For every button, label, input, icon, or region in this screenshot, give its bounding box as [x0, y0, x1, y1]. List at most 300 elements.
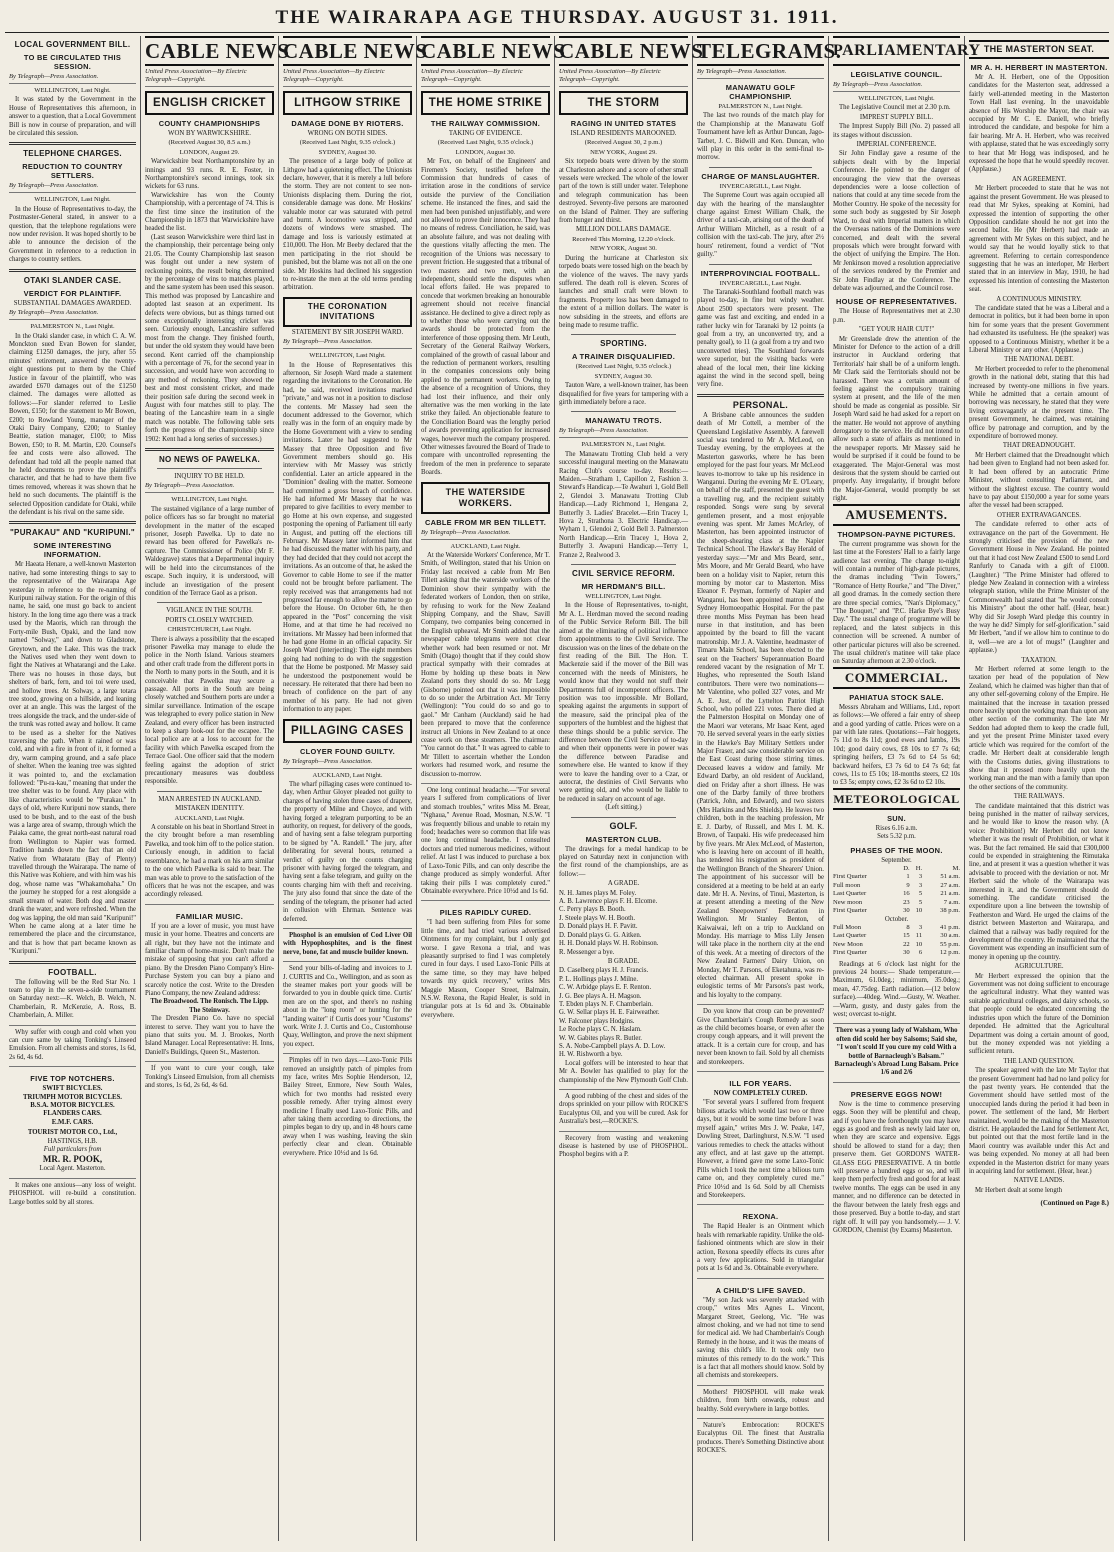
ad-company: TOURIST MOTOR CO., Ltd., [27, 1129, 118, 1137]
place-line: PALMERSTON N., Last Night. [30, 323, 115, 331]
table-row [833, 932, 960, 940]
table-row [833, 907, 960, 915]
article-body: In the House of Representatives this afternoon, Sir Joseph Ward made a statement regarding the invitations to the Coronation. He had, he said, received invitations marked "private," and was not in a position to disclose the contents. Mr Massey had seen the document addressed to the Governor, which really was in the form of an enquiry made by the Home Government with a view to sending invitations. Later he had suggested to Mr Massey that three Opposition and five Government members should go. His interview with Mr Massey was strictly confidential. Later an article appeared in the "Dominion" dealing with the matter. Someone had committed a gross breach of confidence. He had informed Mr Massey that he was prepared to give facilities to every member to go Home at his own expense, and suggested postponing the opening of Parliament till early in August, and putting off the elections till February. Mr Massey later informed him that he had discussed the matter with his party, and they had decided that they could not accept the invitations. As an outcome of that, he asked the Governor to cable Home to see if the matter could not be brought before parliament. The reply received was that arrangements had not progressed far enough to allow the matter to go before the House. On October 6th, he then appeared in the "Post" concerning the visit Home, and at that time he had received no invitations. Mr Massey had been informed that he had gone Home in an official capacity. Sir Joseph Ward (interjecting): The eight members going had nothing to do with the suggestion that the Home be postponed. Mr Massey said he understood the postponement would be necessary. He reiterated that there had been no breach of confidence on the part of any member of his party. He had not given information to any paper. [283, 361, 412, 714]
vigilance-heading: VIGILANCE IN THE SOUTH. [166, 607, 253, 615]
home-strike-heading: THE HOME STRIKE [421, 91, 550, 115]
article-body: The following will be the Red Star No. 1 team to play in the seven-a-side tournament on Saturday next:—K. Welch, B. Welch, N. Chamberlain, R. McKenzie, A. Ross, B. Chamberlain, A. Miller. [9, 978, 136, 1020]
masthead: THE WAIRARAPA AGE THURSDAY. AUGUST 31. 1911. [5, 4, 1109, 33]
waterside-sub: CABLE FROM MR BEN TILLETT. [424, 517, 547, 527]
ad-note: Full particulars from [43, 1146, 102, 1154]
article-body: At the Waterside Workers' Conference, Mr T. Smith, of Wellington, stated that his Union on Friday last received a cable from Mr Ben Tillett asking that the waterside workers of the Dominion show their sympathy with the federated workers of London, then on strike, by refusing to work for the New Zealand Shipping Company, and the Shaw, Savill Company, two companies being concerned in the English upheaval. Mr Smith added that the newspaper cable telegrams were not clear whether work had been resumed or not. Mr Smith (Otago) thought that if they could show practical sympathy with their comrades at Home by holding up these boats in New Zealand ports they should do so. Mr Legg (Gisborne) pointed out that it was impossible to do so under the Arbitration Act. Mr Terry (Wellington): "You could do so and go to gaol." Mr Canham (Auckland) said he had been prepared to move that the conference instruct all Unions in New Zealand to at once cease work on these steamers. The chairman: "You cannot do that." It was agreed to cable to Mr Tillett to ascertain whether the London workers had resumed work, and resume the discussion to-morrow. [421, 552, 550, 778]
lithgow-heading: LITHGOW STRIKE [283, 91, 412, 115]
ad-text: If you want to cure your cough, take Tonking's Linseed Emulsion, from all chemists and stores, 1s 6d, 2s 6d, 4s 6d. [145, 1065, 274, 1090]
article-body: Warwickshire beat Northamptonshire by an innings and 93 runs. R. E. Foster, in Northamptonshire's second innings, took six wickets for 63 runs. [145, 158, 274, 191]
place-line: INVERCARGILL, Last Night. [719, 182, 802, 190]
cell: First Quarter [833, 949, 867, 957]
ad-heading: ILL FOR YEARS. [729, 1079, 792, 1089]
cable-byline: United Press Association—By Electric Telegraph—Copyright. [145, 68, 274, 87]
ad-text: Mothers! PHOSPHOL will make weak children, from birth onwards, robust and healthy. Sold everywhere in large bottles. [697, 1388, 824, 1413]
trots-heading: MANAWATU TROTS. [585, 416, 662, 426]
place-line: LONDON, August 30. [455, 148, 516, 156]
column-storm [555, 36, 704, 1541]
advertisement [421, 783, 550, 896]
place-line: WELLINGTON, Last Night. [34, 196, 111, 204]
ad-text: Phosphol is an emulsion of Cod Liver Oil with Hypophosphites, and is the finest nerve, bone, fat and muscle builder known. [283, 931, 412, 956]
advertisement [559, 1131, 688, 1160]
conference-heading: IMPERIAL CONFERENCE. [856, 141, 937, 149]
cable-news-banner: CABLE NEWS [559, 36, 688, 66]
subhead: THAT DREADNOUGHT. [1002, 442, 1076, 450]
article-body: Mr Greenslade drew the attention of the Minister for Defence to the action of a drill instructor in Auckland ordering that Territorials' hair shall be of a uniform length. Mr Clark said the Territorials should not be harassed. There was a certain amount of feeling against the compulsory training system at present, and the life of the men should be made as congenial as possible. Sir Joseph Ward said he had asked for a report on the matter. He would not approve of anything derogatory to the service. He did not intend to allow such a state of affairs as mentioned in the newspaper reports. Mr Massey said he would be surprised if it could be found to be exaggerated. The Major-General was most desirous that the system should be carried out properly. Any irregularity, if brought before the Major-General, would promptly be set right. [833, 335, 960, 503]
arrest-heading: MAN ARRESTED IN AUCKLAND. [158, 795, 261, 803]
sunset: Sets 5.32 p.m. [877, 833, 916, 841]
ad-text: Recovery from wasting and weakening disease is hastened by use of PHOSPHOL. Phosphol begins with a P. [559, 1134, 688, 1159]
byline: By Telegraph—Press Association. [421, 529, 550, 540]
cell: 38 p.m. [940, 907, 960, 915]
ad-text: Pimples off in two days.—Laxo-Tonic Pills removed an unsightly patch of pimples from my face, writes Mrs Sophie Henderson, 12, Bailey Street, Enmore, New South Wales, which for two months had resisted every possible remedy. After trying almost every medicine I finally used Laxo-Tonic Pills, and after taking them according to directions, the pimples began to dry up, and in 48 hours came away when I was washing, leaving the skin perfectly clear and clean. Obtainable everywhere. Price 10½d and 1s 6d. [283, 1057, 412, 1157]
article-body: A constable on his beat in Shortland Street in the city brought before a man resembling Pawelka, and took him off to the police station. Curiously enough, in addition to facial resemblance, he had a mark on his arm similar to the one which Pawelka is said to bear. The man was able to prove to the satisfaction of the officers that he was not the escapee, and was accordingly released. [145, 824, 274, 899]
cable-byline: United Press Association—By Electric Telegraph—Copyright. [283, 68, 412, 87]
divider [571, 334, 676, 335]
parliamentary-banner: PARLIAMENTARY [833, 36, 960, 66]
place-line: AUCKLAND, Last Night. [450, 542, 521, 550]
table-row [833, 882, 960, 890]
continued-note: (Continued on Page 8.) [1040, 1199, 1109, 1208]
coronation-sub: STATEMENT BY SIR JOSEPH WARD. [291, 328, 404, 336]
article-body: Mr Haeata Henare, a well-known Masterton native, had some interesting things to say to the representative of the Wairarapa Age yesterday in reference to the re-naming of Kuripuni railway station. For the origin of this name, he said, one must go back to ancient history. In the long time ago there was a track used by the Maoris, which ran through the Forty-mile Bush, Opaki, and the land now named "Solway," and down to Gladstone, Greytown, and the Lake. This was the track the Natives used when they went down to fight the Natives at Whatarangi and the Lake. There was no houses in those days, but shelters of bark, fern, and toi toi were used, and hollow trees. At Solway, a large totara tree stood, growing on a hillside, and leaning over at an angle. This was the largest of the trees alongside the track, and the under-side of the trunk was rotted away and hollow. It came to be used as a shelter for the Natives traversing the path. When it rained or was cold, and with a fire in front of it, it formed a dry, warm camping ground, and a safe place of shelter. When the leaning tree was sighted it was pointed to, and the exclamation followed: "Pu-ra-kau," meaning that under the tree shelter was to be found. Any place with like characteristics would be "Purakau." In days of old, where Kuripuni now stands, there used to be bush, and to the east of the bush was a large area of swamp, through which the Paiaka came, the great north-east natural road from Wellington to Napier was formed. Tradition hands down the fact that an old Native from Whatatatu (Bay of Plenty) travelled through the Wairarapa. The name of this Native was Kohiere, and with him was his dog, whose name was "Whakamohaha." On the journey he stopped for a rest alongside a small stream of water. Both dog and master drank the water, and were refreshed. When the dog was lapping, the old man said "Kuripuni!" When he came along at a later time he remembered the place and the circumstance, and that is how that part became known as "Kuripuni." [9, 561, 136, 956]
table-row [833, 899, 960, 907]
article-body: Mr Herbert claimed that the Dreadnought which had been given to England had not been asked for. It had been offered by an autocratic Prime Minister, without consulting Parliament, and without the slightest excuse. The country would have to pay about £150,000 a year for some years after the vessel had been scrapped. [969, 451, 1109, 510]
telegrams-banner: TELEGRAMS. [697, 36, 824, 66]
article-body: The Taranaki-Southland football match was played to-day, in fine but windy weather. About 2500 spectators were present. The game was fast and exciting, and ended in a rather lucky win for Taranaki by 12 points (a goal from a try, an unconverted try, and a penalty goal), to 11 (a goal from a try and two unconverted tries). The Southland forwards were superior, but the visiting backs were ahead of the local men, their line kicking against the wind in the second spell, being very fine. [697, 288, 824, 389]
table-header [833, 865, 960, 873]
manslaughter-heading: CHARGE OF MANSLAUGHTER. [701, 171, 820, 181]
article-body: It was stated by the Government in the House of Representatives this afternoon, in answer to a question, that a Local Government Bill is now in course of preparation, and will be circulated this session. [9, 96, 136, 138]
list-item: W. W. Gabites plays R. Butler. [559, 1034, 643, 1042]
place-line: LONDON, August 29. [179, 148, 240, 156]
received-line: (Received August 30, 2 p.m.) [584, 139, 663, 147]
civil-service-sub: MR HERDMAN'S BILL. [581, 582, 666, 592]
arrest-sub: MISTAKEN IDENTITY. [175, 805, 244, 813]
list-item: D. Caselberg plays H. J. Francis. [559, 967, 649, 975]
list-item: W. Falconer plays Hodgins. [559, 1017, 635, 1025]
moon-month: October. [884, 915, 909, 923]
place-line: CHRISTCHURCH, Last Night. [167, 626, 252, 634]
sporting-heading: SPORTING. [600, 339, 647, 349]
ad-text: One long continual headache.—"For several years I suffered from complications of liver and stomach troubles," writes Miss M. Brear, "Nghaua," Avenue Road, Mosman, N.S.W. "I was frequently bilious and unable to retain my food; headaches were so common that life was one long continual headache. I consulted doctors and tried numerous medicines, without relief. At last I was induced to purchase a box of Laxo-Tonic Pills, and can only describe the change produced as simply wonderful. After taking their pills I was completely cured." Obtainable everywhere. Price 10½d and 1s 6d. [421, 787, 550, 895]
subhead: THE NATIONAL DEBT. [1004, 356, 1074, 364]
cell: 12 p.m. [940, 949, 960, 957]
divider [145, 448, 274, 451]
ad-item: E.M.F. CARS. [51, 1118, 94, 1126]
column-home-strike [417, 36, 566, 1541]
article-body: The House of Representatives met at 2.30 p.m. [833, 308, 960, 324]
article-body: Mr Herbert proceeded to refer to the phenomenal growth in the national debt, stating that this had increased by twenty-one millions in five years. While he admitted that a certain amount of borrowing was necessary, he stated that they were living extravagantly at the present time. The present Government, he claimed, was retaining office by patronage and corruption, and by the expenditure of borrowed money. [969, 365, 1109, 441]
article-body: During the hurricane at Charleston six torpedo boats were tossed high on the beach by the violence of the waves. The navy yards suffered. The death roll is eleven. Scores of launches and small craft were blown to fragments. Property loss has been damaged to the extent of a million dollars. The water is now subsiding in the streets, and efforts are being made to resume traffic. [559, 254, 688, 329]
moon-table-oct [833, 924, 960, 958]
advertisement-rexona [697, 1204, 824, 1273]
house-heading: HOUSE OF REPRESENTATIVES. [836, 297, 957, 307]
lithgow-sub2: WRONG ON BOTH SIDES. [307, 130, 388, 137]
article-body: Tauton Ware, a well-known trainer, has been disqualified for five years for tampering with a girth immediately before a race. [559, 382, 688, 406]
ad-text: The Dresden Piano Co. have no special interest to serve. They want you to have the piano that suits you. M. J. Brookes, North Island Manager. Local Representative: H. Inns, Daniell's Buildings, Queen St., Masterton. [145, 1015, 274, 1056]
ad-heading: PRESERVE EGGS NOW! [850, 1089, 943, 1099]
advertisement-ill [697, 1071, 824, 1200]
article-body: In the House of Representatives to-day, the Postmaster-General stated, in answer to a question, that the telephone regulations were now under revision. It was hoped shortly to be able to announce the decision of the Government in reference to a reduction in charges to country settlers. [9, 205, 136, 264]
football-heading: FOOTBALL. [48, 967, 97, 977]
local-gov-sub: TO BE CIRCULATED THIS SESSION. [23, 53, 122, 71]
personal-heading: PERSONAL. [732, 399, 789, 410]
list-item: C. Perry plays B. Booth. [559, 906, 626, 914]
divider [697, 394, 824, 397]
cell: 27 a.m. [940, 881, 960, 889]
ad-text: Send your bills-of-lading and invoices to J. J. CURTIS and Co., Wellington, and as soon as the steamer makes port your goods will be forwarded to you in double quick time. Curtis' men are on the spot, and there's no rushing about in the "long room" or hunting for the "landing waiter" if Curtis does your "Customs" work. Write J. J. Curtis and Co., Customhouse Quay, Wellington, and prove the next shipment you expect. [283, 965, 412, 1048]
cell: 16 [903, 890, 910, 898]
amusements-banner: AMUSEMENTS. [833, 504, 960, 526]
ad-text: "For several years I suffered from frequent bilious attacks which would last two or three days, but it would be some time before I was myself again," writes Mrs J. W. Peake, 147, Dowling Street, Darlinghurst, N.S.W. "I used various remedies to check the attacks without any effect, and at last gave up the attempt. However, a friend gave me some Laxo-Tonic Pills which I took the next time a bilious turn came on, and they completely cured me." Price 10½d and 1s 6d. Sold by all Chemists and Storekeepers. [697, 1099, 824, 1199]
football-heading: INTERPROVINCIAL FOOTBALL. [700, 268, 821, 278]
golf-grade-b: B GRADE. [607, 957, 640, 965]
article-body: Six torpedo boats were driven by the storm at Charleston ashore and a score of other small vessels were wrecked. The whole of the lower part of the town is still under water. Telephone and telegraph communication has been destroyed. Seventy-five persons are marooned on the Island of Palmer. They are suffering from hunger and thirst. [559, 158, 688, 225]
list-item: J. Steele plays W. H. Booth. [559, 914, 636, 922]
article-body: In the Otaki slander case, in which C. A. W. Monckton sued Evan Bowen for slander, claiming £1250 damages, the jury, after 55 minutes' retirement, answered the twenty-eight questions put to them by the Chief Justice in favour of the plaintiff, who was awarded £670 damages out of the £1250 claimed. The damages were allotted as follows:—For slander referred to Leslie Bowen, £150; for the statement to Mr Bowen, £200; to Rowland Young, manager of the Otaki Dairy Company, £200; to Stanley Beattie, station manager, £100; to Miss Bowen, £50; to R. M. Martin, £20. Counsel's fee and costs were also allowed. The defendant had told all the people named that he held documents to prove the plaintiff's character, and that he had to have them five times removed, whereas it was shown that he held no such documents. The plaintiff is the selected Opposition candidate for Otaki, while the defendant is his rival on the same side. [9, 332, 136, 517]
cell: 41 p.m. [940, 923, 960, 931]
article-body: The drawings for a medal handicap to be played on Saturday next in conjunction with the first round of the championships, are as follow:— [559, 845, 688, 878]
divider [157, 791, 262, 792]
article-body: Mr Herbert expressed the opinion that the Government was not doing sufficient to encourage the agricultural industry. What they wanted was suitable agricultural colleges, and dairy schools, so that people could be educated concerning the industries upon which the future of the Dominion depended. He admitted that the Agricultural Department was doing a certain amount of good, but the money expended was not yielding a sufficient return. [969, 972, 1109, 1056]
ad-heading: FAMILIAR MUSIC. [175, 911, 244, 921]
cell: 5 [918, 890, 923, 898]
article-body: The Legislative Council met at 2.30 p.m. [839, 104, 951, 112]
article-body: In the House of Representatives, to-night, Mr A. L. Herdman moved the second reading of the Public Service Reform Bill. The bill aimed at the eliminating of political influence from appointments to the Civil Service. The discussion was on the lines of the debate on the first reading of the Bill. The Hon. T. Mackenzie said if the mover of the Bill was concerned with the needs of Ministers, he would know that they would not stuff their Departments full of incompetent officers. The position was too impossible. Mr Bollard, speaking against the arguments in support of the measure, said the principal plea of the supporters of the humblest and the highest that these things should be a public service. The difference between the Civil Service of to-day and when their opponents were in power was the difference between Paradise and somewhere else. He wanted to know if they were to leave the handing over to a Czar, or autocrat, the destinies of Civil Servants who were getting old, and who would be liable to be reduced in salary on account of age. [559, 602, 688, 803]
place-line: SYDNEY, August 30. [318, 148, 377, 156]
ad-text: A good rubbing of the chest and sides of the drops sprinkled on your pillow with ROCKE'S Eucalyptus Oil, and you will be cured. Ask for Australia's best,—ROCKE'S. [559, 1093, 688, 1126]
list-item: D. Donald plays H. F. Pavitt. [559, 923, 638, 931]
table-row [833, 890, 960, 898]
article-body: Messrs Abraham and Williams, Ltd., report as follows:—We offered a fair entry of sheep and a good yarding of cattle. Prices were on a par with late rates. Quotations:—Fair hoggets, 7s 11d to 8s 11d; good ewes and lambs, 19s 10d; good dairy cows, £8 10s to £7 7s 6d; springing heifers, £3 7s 6d to £4 5s 6d; backward heifers, £3 7s 6d to £4 7s 6d; fat cows, 11s to £5 10s; 18-months steers, £2 10s to £3 5s; empty cows, £2 3s 6d to £2 10s. [833, 703, 960, 787]
moon-heading: PHASES OF THE MOON. [850, 845, 943, 855]
cell: 3 [918, 881, 923, 889]
article-body: The last two rounds of the match play for the Championship at the Manawatu Golf Tournament have left as Arthur Duncan, Jago-Tarbet, J. C. Bidwill and Ken. Duncan, who will play in this order in the semi-final to-morrow. [697, 112, 824, 162]
cell: 10 [915, 940, 923, 948]
storm-heading: THE STORM [559, 91, 688, 115]
divider [709, 264, 812, 265]
stock-sale-heading: PAHIATUA STOCK SALE. [849, 692, 944, 702]
hair-heading: "GET YOUR HAIR CUT!" [858, 326, 935, 334]
list-item: R. Messenger a bye. [559, 948, 615, 956]
ad-item: FLANDERS CARS. [43, 1110, 102, 1118]
advertisement-balsam [833, 1023, 960, 1077]
coronation-heading: THE CORONATION INVITATIONS [283, 297, 412, 327]
advertisement [9, 1025, 136, 1063]
subhead: AGRICULTURE. [1014, 963, 1064, 971]
subhead: THE LAND QUESTION. [1003, 1057, 1075, 1065]
place-line: AUCKLAND, Last Night. [174, 814, 245, 822]
storm-sub2: ISLAND RESIDENTS MAROONED. [570, 130, 677, 137]
cell: 7 a.m. [943, 898, 960, 906]
ad-text: "My son Jack was severely attacked with croup," writes Mrs Agnes L. Vincent, Margaret Street, Geelong, Vic. "He was almost choking, and we had not time to send for medical aid. We had Chamberlain's Cough Remedy in the house, and it was the means of saving this child's life. It took only two minutes of this remedy to do the work." This is a fact that all mothers should know. Sold by all chemists and storekeepers. [697, 1296, 824, 1380]
list-item: D. Donald plays G. G. Aitken. [559, 931, 642, 939]
commercial-banner: COMMERCIAL. [833, 667, 960, 689]
telephone-heading: TELEPHONE CHARGES. [23, 149, 122, 159]
cell: 23 [903, 898, 910, 906]
table-row [833, 941, 960, 949]
advertisement [9, 1178, 136, 1207]
divider [9, 269, 136, 272]
list-item: A. B. Lawrence plays F. H. Elcome. [559, 898, 658, 906]
ad-text: "I had been suffering from Piles for some little time, and had tried various advertised Ointments for my complaint, but I only got worse. I gave Rexona a trial, and was pleasantly surprised to find I was completely cured in four days. I used Laxo-Tonic Pills at the same time, so they may have helped towards my quick recovery," writes Mrs Maggie Mason, Cooper Street, Balmain, N.S.W. Rexona, the Rapid Healer, is sold in triangular pots at 1s 6d and 3s. Obtainable everywhere. [421, 919, 550, 1019]
article-body: The candidate stated that he was a Liberal and a democrat in politics, but it had been borne in upon him for some years that the present Government had exhausted its usefulness. He (the speaker) was opposed to a Continuous Ministry, whether it be a Liberal Ministry or any other. (Applause.) [969, 304, 1109, 354]
pictures-heading: THOMPSON-PAYNE PICTURES. [837, 529, 956, 539]
article-body: The Manawatu Trotting Club held a very successful inaugural meeting on the Manawatu Racing Club's course to-day. Results:— Maiden.—Stratham 1, Capillon 2, Fashion 3. Steward's Handicap.—Te Awahuri 1, Gold Bell 2, Glendoi 3. Manawatu Trotting Club Handicap.—Lady Richmond 1, Hengana 2, Butterfly 3. Ladies' Bracelet.—Erin Tracey 1, Hova 2, Strathona 3. Electric Handicap.—Wyham 1, Glendoi 2, Gold Bell 3. Palmerston North Handicap.—Erin Tracey 1, Hova 2, Butterfly 3. Awapuni Handicap.—Terry 1, Franze 2, Realwood 3. [559, 450, 688, 559]
sun-heading: SUN. [887, 813, 906, 823]
place-line: WELLINGTON, Last Night. [309, 352, 386, 360]
list-item: G. W. Sellar plays H. E. Fairweather. [559, 1009, 660, 1017]
received-line: (Received Last Night, 9.35 o'clock.) [575, 363, 672, 371]
list-item: T. Ebden plays N. F. Chamberlain. [559, 1000, 653, 1008]
cell: 21 a.m. [940, 890, 960, 898]
place-line: PALMERSTON N., Last Night. [581, 441, 666, 449]
english-cricket-heading: ENGLISH CRICKET [145, 91, 274, 115]
golf-sub: MASTERTON CLUB. [585, 834, 662, 844]
cable-byline: United Press Association—By Electric Telegraph—Copyright. [421, 68, 550, 87]
article-body: Warwickshire has won the County Championship, with a percentage of 74. This is the first time since the institution of the Championship in 1873 that Warwickshire have headed the list. [145, 191, 274, 233]
pillaging-sub: CLOYER FOUND GUILTY. [300, 746, 395, 756]
article-body: Mr Herbert dealt at some length [975, 1186, 1063, 1194]
article-body: Mr A. H. Herbert, one of the Opposition candidates for the Masterton seat, addressed a fairly well-attended meeting in the Masterton Town Hall last evening. In the unavoidable absence of His Worship the Mayor, the chair was occupied by Mr C. E. Daniell, who briefly introduced the candidate, and bespoke for him a fair hearing. Mr A. H. Herbert, who was received with applause, stated that he was exceedingly sorry to hear that Mr Hogg was indisposed, and he expressed the hope that he would speedily recover. (Applause.) [969, 74, 1109, 174]
received-line: (Received Last Night, 9.35 o'clock.) [299, 139, 396, 147]
article-body: The current programme was shown for the last time at the Foresters' Hall to a fairly large audience last evening. The change to-night will contain a number of high-grade pictures, the dramas including "Twin Towers," "Romance of Hetty Rourke," and "The Diver," all good dramas. In the comedy section there are three special comics, "Nan's Diplomacy," "The Bouquet," and "P.C. Harke Bye's Busy Day." The usual change of programme will be replaced, and the latest subjects in this connection will be screened. A number of other particular pictures will also be screened. The usual children's matinee will take place on Saturday afternoon at 2.30 o'clock. [833, 540, 960, 666]
subhead: NATIVE LANDS. [1013, 1177, 1065, 1185]
table-row [833, 873, 960, 881]
cell: New moon [833, 898, 863, 906]
list-item: C. W. Arbidge plays E. F. Renton. [559, 984, 652, 992]
legislative-heading: LEGISLATIVE COUNCIL. [850, 70, 943, 79]
divider [9, 521, 136, 524]
storm-sub: RAGING IN UNITED STATES [570, 119, 677, 128]
received-line: (Received August 30, 8.5 a.m.) [168, 139, 251, 147]
vigilance-sub: PORTS CLOSELY WATCHED. [165, 616, 254, 624]
article-body: The Supreme Court was again occupied all day with the hearing of the manslaughter charge against Ernest William Chalk, the driver of a taxi-cab, arising out of the death of Arthur William Mitchell, as a result of a collision with the taxi-cab. The jury, after 2½ hours' retirement, found a verdict of "Not guilty." [697, 192, 824, 259]
byline: By Telegraph—Press Association. [559, 427, 688, 438]
ad-town: HASTINGS, H.B. [47, 1137, 98, 1145]
table-row [833, 924, 960, 932]
cell: 55 p.m. [940, 940, 960, 948]
article-body: The presence of a large body of police at Lithgow had a quietening effect. The Unionists declare, however, that it is merely a lull before the storm. They are not content to see non-Unionists displacing them. During the riot, considerable damage was done. Mr Hoskins' valuable motor car was saturated with petrol and burnt. A locomotive was stripped, and dozens of windows were smashed. The damage and loss is variously estimated at £10,000. The Hon. Mr Beeby declared that the men participating in the riot should be punished, but the blame was not all on the one side. Mr Hoskins had declined his suggestion to re-instate the men at the old terms pending arbitration. [283, 158, 412, 292]
lithgow-sub: DAMAGE DONE BY RIOTERS. [291, 119, 404, 128]
pawelka-sub: INQUIRY TO BE HELD. [174, 473, 245, 481]
cell: 5 [918, 898, 923, 906]
golf-heading: GOLF. [609, 820, 638, 831]
place-line: SYDNEY, August 30. [594, 372, 653, 380]
advertisement [697, 1004, 824, 1067]
advertisement [283, 1053, 412, 1158]
advertisement-piles [421, 900, 550, 1020]
ad-item: TRIUMPH MOTOR BICYCLES. [22, 1093, 122, 1101]
newspaper-page [5, 4, 1109, 1544]
article-body: The sustained vigilance of a large number of police officers has so far brought no material development in the matter of the escaped prisoner, Joseph Pawelka. Up to date no reward has been offered for Pawelka's re-capture. The Commissioner of Police (Mr F. Waldegrave) states that a Departmental inquiry will be held into the circumstances of the escape. Such inquiry, it is understood, will include an investigation of the present condition of the Terrace Gaol as a prison. [145, 505, 274, 597]
divider [709, 167, 812, 168]
masterton-seat-sub: MR A. H. HERBERT IN MASTERTON. [970, 63, 1108, 72]
cell: Last Quarter [833, 890, 867, 898]
imprest-heading: IMPREST SUPPLY BILL. [859, 113, 934, 121]
article-body: There is always a possibility that the escaped prisoner Pawelka may manage to elude the police in the North Island. Various steamers and other craft trade from the different ports in the North to many ports in the South, and it is conceivable that Pawelka may secure a passage. All ports in the South are being closely watched and Southern ports are under a similar surveillance. Intimation of the escape was telegraphed to every police station in New Zealand, and every officer has been instructed to keep a sharp look-out for the escapee. The local police are at a loss to account for the facility with which Pawelka escaped from the Terrace Gaol. One officer said that the modern feeling against the adoption of strict precautionary measures was doubtless responsible. [145, 635, 274, 786]
meteorological-banner: METEOROLOGICAL [833, 788, 960, 810]
article-body: A Brisbane cable announces the sudden death of Mr Cottell, a member of the Queensland Legislative Assembly. A farewell social was tendered to Mr A. McLeod, on Tuesday evening, by the employees at the Masterton gasworks, where he has been employed for the past four years. Mr McLeod leaves to-morrow to take up his residence in Wanganui. During the evening Mr E. O'Leary, on behalf of the staff, presented the guest with a travelling rug, and the recipient suitably responded. Songs were sung by several gentlemen present, and a most enjoyable evening was spent. Mr James McArley, of Masterton, has been appointed instructor of the sheep-shearing class at the Napier Technical School. The Hawke's Bay Herald of yesterday says:—"Mr and Mrs Beard, senr., Mrs Moore, and Mr Gerald Beard, who have been on a holiday visit to Napier, return this morning by motor car to Masterton. Miss Eleanor F. Peyman, formerly of Napier and Wanganui, has been appointed matron of the Sydney Homoeopathic Hospital. For the past three months Miss Peyman has been head nurse in that institution, and has been appointed by the board to fill the vacant matronship. Mr J. A. Valentine, headmaster of Timaru Main School, has been elected to the seat on the Teachers' Superannuation Board rendered vacant by the resignation of Mr T. Hughes, who represented the South Island contributors. There were two nominations—Mr Valentine, who polled 327 votes, and Mr A. E. Just, of the Lyttelton Patriot High School, who polled 221 votes. There died at the Palmerston Hospital on Monday one of the Maori war veterans, Mr Isaac Kent, aged 70. He served several years in the early sixties in the Hawke's Bay Military Settlers under Major Fraser, and saw considerable service on the East Coast during those stirring times. Deceased leaves a widow and family. Mr Edward Darby, an old resident of Auckland, died on Friday after a short illness. He was one of the Darby family of three brothers (Patrick, John, and Edward), and two sisters (Mrs Harkins and Mrs Shields). He leaves two children, both in the teaching profession, Mr E. J. Darby, of Russell, and Mrs I. M. K. Brown, of Taupaki. His wife predeceased him by five years. Mr Alex McLeod, of Masterton, who is leaving here on account of ill health, has tendered his resignation as president of the Wellington Branch of the Shearers' Union. The appointment of his successor will be considered at a meeting to be held at an early date. Mr H. A. Nevins, of Tinui, Masterton, is at present attending a meeting of the New Zealand Sheepowners' Federation in Wellington. Mr Stanley Benton, of Kaiwaiwai, left on a trip to Auckland on Monday. His marriage to Miss Lily Jensen will take place in the northern city at the end of this week. At a meeting of directors of the New Zealand Farmers' Dairy Union, on Monday, Mr T. Parsons, of Eketahuna, was re-elected chairman. All present spoke in eulogistic terms of Mr Parsons's past work, and his loyalty to the company. [697, 411, 824, 999]
purakau-sub: SOME INTERESTING INFORMATION. [33, 541, 112, 560]
subhead: A CONTINUOUS MINISTRY. [996, 295, 1082, 303]
pillaging-heading: PILLAGING CASES [283, 719, 412, 743]
otaki-sub2: SUBSTANTIAL DAMAGES AWARDED. [13, 299, 132, 307]
cricket-sub2: WON BY WARWICKSHIRE. [168, 130, 251, 137]
moon-month: September. [881, 856, 912, 864]
cell: 51 a.m. [940, 873, 960, 881]
place-line: WELLINGTON, Last Night. [171, 496, 248, 504]
col-header: D. [903, 865, 910, 873]
divider [157, 602, 262, 603]
place-line: PALMERSTON N., Last Night. [718, 103, 803, 110]
place-line: WELLINGTON, Last Night. [34, 87, 111, 94]
byline: By Telegraph—Press Association. [283, 338, 412, 349]
cell: 15 [903, 932, 910, 940]
article-body: (Last season Warwickshire were third last in the championship, their percentage being only 21.05. The County Championship last season was fought out under a new system of reckoning points, the result being determined by the percentage of wins to matches played, and the same system has been used this season. This method was proposed by Lancashire and adopted last season at an experiment. Its defects were obvious, but as things turned out some exceptionally interesting cricket was seen. Curiously enough, Lancashire suffered most from the change. They finished fourth, but under the old system they would have been second. Kent carried off the championship with a percentage of 76, for the second year in succession, and would have won according to any method of reckoning. They showed the best and most consistent cricket, and made their position safe during the second week in August with four matches still to play. The beating of the Lancashire team in a single match was notable. The following table sets forth the progress of the championship since 1902: Kent had a long series of successes.) [145, 233, 274, 443]
column-parliamentary [829, 36, 981, 1541]
home-strike-sub2: TAKING OF EVIDENCE. [448, 130, 523, 137]
advertisement-music [145, 904, 274, 1058]
article-body: The Imprest Supply Bill (No. 2) passed all its stages without discussion. [833, 123, 960, 139]
place-line: WELLINGTON, Last Night. [585, 593, 662, 601]
advertisement [559, 1089, 688, 1127]
ad-heading: A CHILD'S LIFE SAVED. [715, 1285, 806, 1295]
advertisement [697, 1385, 824, 1414]
advertisement-child [697, 1278, 824, 1381]
ad-text: Now is the time to commence preserving eggs. Soon they will be plentiful and cheap, and if you have the forethought you may have eggs as good and fresh as newly laid later on, when they are scarce and expensive. Eggs should be allowed to stand for a day; then preserve them. Get GORDON'S WATER-GLASS EGG PRESERVATIVE. A tin bottle will preserve a hundred eggs or so, and will keep them perfectly fresh and good for at least twelve months. The eggs can be used in any manner, and no difference can be detected in the flavour between the lately fresh eggs and those preserved. Buy a bottle to-day, and start right off. It will pay you handsomely.— J. V. GORDON, Chemist (by Exams) Masterton. [833, 1100, 960, 1234]
place-line: NEW YORK, August 29. [590, 148, 657, 156]
ad-text: There was a young lady of Walsham, Who often did scold her boy Salsoms; Said she, "I won't scold If you cure my cold With a bottle of Barnacleugh's Balsam." Barnacleugh's Abroad Lung Balsam. Price 1/6 and 2/6 [834, 1027, 959, 1077]
column-local [5, 36, 141, 1541]
subhead: OTHER EXTRAVAGANCES. [997, 511, 1081, 519]
byline: By Telegraph—Press Association. [833, 81, 960, 92]
cell: 11 [915, 932, 923, 940]
col-header: M. [952, 865, 960, 873]
advertisement-eggs [833, 1082, 960, 1236]
byline: By Telegraph—Press Association. [9, 182, 136, 193]
byline: By Telegraph—Press Association. [697, 68, 824, 79]
list-item: J. G. Bee plays A. H. Magson. [559, 992, 642, 1000]
golf-grade-a: A GRADE. [607, 880, 640, 888]
place-line: WELLINGTON, Last Night. [858, 95, 935, 102]
sunrise: Rises 6.16 a.m. [875, 824, 918, 832]
cell: Full moon [833, 881, 861, 889]
columns [5, 36, 1109, 1541]
subhead: AN AGREEMENT. [1011, 175, 1067, 183]
golf-b-list [559, 967, 688, 1059]
divider [9, 142, 136, 145]
local-gov-heading: LOCAL GOVERNMENT BILL. [14, 40, 131, 49]
cell: 22 [903, 940, 910, 948]
ad-sub: NOW COMPLETELY CURED. [713, 1090, 808, 1098]
ad-heading: FIVE TOP NOTCHERS. [30, 1074, 115, 1084]
byline: By Telegraph—Press Association. [283, 758, 412, 769]
subhead: THE RAILWAYS. [1013, 793, 1065, 801]
place-line: NEW YORK, August 30. [590, 245, 657, 253]
ad-text: Do you know that croup can be prevented? Give Chamberlain's Cough Remedy as soon as the child becomes hoarse, or even after the croupy cough appears, and it will prevent the attack. It is a certain cure for croup, and has never been known to fail. Sold by all chemists and storekeepers. [697, 1008, 824, 1066]
place-line: AUCKLAND, Last Night. [312, 771, 383, 779]
civil-service-heading: CIVIL SERVICE REFORM. [572, 569, 675, 579]
cable-byline: United Press Association—By Electric Telegraph—Copyright. [559, 68, 688, 87]
cell: Full Moon [833, 923, 862, 931]
cell: 9 [906, 881, 910, 889]
list-item: N. H. James plays M. Foley. [559, 889, 637, 897]
cell: New Moon [833, 940, 863, 948]
cell: 30 a.m. [940, 932, 960, 940]
ad-heading: PILES RAPIDLY CURED. [439, 908, 532, 918]
ad-brands: The Broadwood. The Ronisch. The Lipp. The Steinway. [150, 998, 269, 1014]
cell: First Quarter [833, 907, 867, 915]
ad-text: If you are a lover of music, you must have music in your home. Theatres and concerts are all right, but they have not the intimate and familiar charm of home-music. Don't make the mistake of supposing that you can't afford a piano. By the Dresden Piano Company's Hire-Purchase System you can buy a piano and scarcely notice the cost. Write to the Dresden Piano Company, the new Zealand address: [145, 922, 274, 997]
divider [571, 564, 676, 565]
cell: 30 [903, 949, 910, 957]
left-sitting-note: (Left sitting.) [605, 804, 642, 812]
cable-news-banner: CABLE NEWS [145, 36, 274, 66]
ad-agent: MR. R. POOK, [42, 1154, 103, 1165]
article-body: Mr Herbert referred at some length to the taxation per head of the population of New Zealand, which he claimed was higher than that of any other self-governing colony of the Empire. He maintained that the increase in taxation pressed more heavily upon the working man than upon any other section of the community. The late Mr Seddon had adopted them to keep the cradle full, and yet the present Prime Minister taxed every article which was required for the comfort of the cradle. Mr Herbert dealt at considerable length with the Customs duties, giving illustrations to show that it pressed more heavily upon the working man and the man with a family than upon the other sections of the community. [969, 666, 1109, 791]
telephone-sub: REDUCTION TO COUNTRY SETTLERS. [22, 162, 123, 181]
ad-heading: REXONA. [742, 1212, 779, 1222]
moon-table-sep [833, 865, 960, 915]
advertisement [283, 928, 412, 957]
cable-news-banner: CABLE NEWS [283, 36, 412, 66]
advertisement [283, 961, 412, 1049]
advertisement-motor [9, 1066, 136, 1174]
ad-text: Why suffer with cough and cold when you can cure same by taking Tonking's Linseed Emulsion. From all chemists and stores, 1s 6d, 2s 6d, 4s 6d. [9, 1028, 136, 1061]
local-gov-byline: By Telegraph—Press Association. [9, 73, 136, 84]
ad-text: Nature's Embrocation: ROCKE'S Eucalyptus Oil. The finest that Australia produces. There's Something Distinctive about ROCKE'S. [697, 1422, 825, 1455]
masterton-seat-heading: THE MASTERTON SEAT. [969, 40, 1109, 59]
divider [571, 817, 676, 818]
place-line: INVERCARGILL, Last Night. [719, 279, 802, 287]
cell: 3 [918, 923, 923, 931]
article-body: Sir John Findlay gave a resume of the subjects dealt with by the Imperial Conference. He pointed to the danger of encouraging the view that the overseas dependencies were a loose collection of nations that could at any time secede from the Mother Country. He spoke of the necessity for some such body as suggested by Sir Joseph Ward, to deal with Imperial matters in which the Overseas nations of the Dominions were concerned, and dealt with the several proposals which were brought forward with the object of unifying the Empire. The Hon. Mr Jenkinson moved a resolution appreciative of the services rendered by the Premier and Sir John Findlay at the Conference. The debate was adjourned, and the Council rose. [833, 150, 960, 292]
otaki-sub: VERDICT FOR PLAINTIFF. [23, 288, 122, 298]
cell: 3 [918, 873, 923, 881]
table-row [833, 949, 960, 957]
readings-body: Readings at 6 o'clock last night for the previous 24 hours:— Shade temperature.—Maximum, 61.0deg.; minimum, 35.0deg.; mean, 47.75deg. Earth radiation.—(12 below surface).—40deg. Wind.—Gusty, W. Weather.—Warm, gusty, and dusty gales from the west; overcast to-night. [833, 960, 960, 1018]
cell: First Quarter [833, 873, 867, 881]
list-item: Le Roche plays C. N. Haslam. [559, 1026, 642, 1034]
golf-a-list [559, 890, 688, 957]
cell: 30 [903, 907, 910, 915]
sporting-sub: A TRAINER DISQUALIFIED. [571, 352, 676, 362]
list-item: P. L. Hollings plays J. Milne. [559, 975, 639, 983]
column-masterton-seat [965, 36, 1113, 1541]
cell: 1 [906, 873, 910, 881]
cell: 8 [906, 923, 910, 931]
cable-news-banner: CABLE NEWS [421, 36, 550, 66]
home-strike-sub: THE RAILWAY COMMISSION. [430, 119, 541, 128]
subhead: TAXATION. [1021, 656, 1057, 664]
pawelka-heading: NO NEWS OF PAWELKA. [158, 455, 261, 465]
waterside-heading: THE WATERSIDE WORKERS. [421, 482, 550, 514]
otaki-heading: OTAKI SLANDER CASE. [23, 275, 122, 285]
ad-item: SWIFT BICYCLES. [42, 1085, 103, 1093]
ad-text: The Rapid Healer is an Ointment which heals with remarkable rapidity. Unlike the old-fashioned ointments which are slow in their action, Rexona speedily effects its cures after a very few applications. Sold in triangular pots at 1s 6d and 3s. Obtainable everywhere. [697, 1223, 824, 1273]
ad-item: B.S.A. MOTOR BICYCLES. [30, 1102, 115, 1109]
cell: 6 [918, 949, 923, 957]
divider [157, 468, 262, 469]
article-body: The speaker agreed with the late Mr Taylor that the present Government had had no land policy for the past twenty years. He contended that the Government should have settled most of the unoccupied lands during the period it had been in power. The settlement of the land, Mr Herbert maintained, would be the making of the Masterton district. He applauded the Land for Settlement Act, but pointed out that the most fertile land in the Maori country was available under this Act and was being expended. No money at all had been expended in the Masterton district for many years in acquiring land for settlement. (Hear, hear.) [969, 1067, 1109, 1175]
list-item: H. W. Rishworth a bye. [559, 1051, 623, 1059]
